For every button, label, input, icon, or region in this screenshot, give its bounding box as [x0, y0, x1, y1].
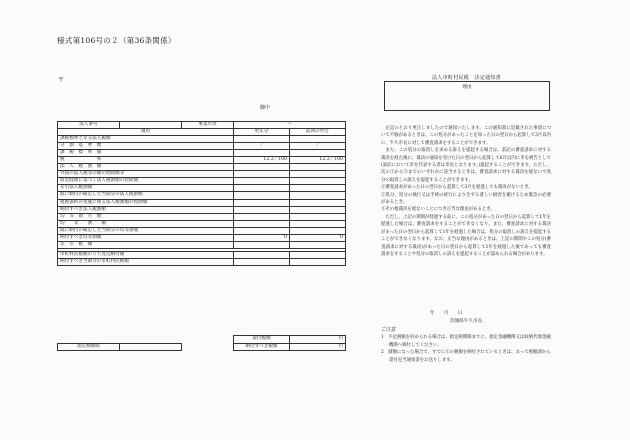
- row-after-value: [234, 164, 290, 171]
- table-row: [58, 192, 346, 199]
- row-after-value: [234, 227, 290, 234]
- row-label: 均 等 割 額: [58, 220, 234, 227]
- row-before-value: [290, 192, 346, 199]
- table-row: [58, 143, 346, 150]
- reason-label: 理由: [462, 85, 472, 90]
- col-before-header: 前回の申告: [290, 129, 346, 136]
- row-label: 租税条約の実施に係る法人税割額の控除額: [58, 199, 234, 206]
- table-row: [58, 206, 346, 213]
- row-label: 差引法人税割額: [58, 185, 234, 192]
- row-label: 税 率: [58, 157, 234, 164]
- postal-mark: 〒: [58, 77, 65, 84]
- caution-item: 1 不足税額を収められる場合は、指定納期限までに、指定金融機関又は収納代理金融機関へ納付してください。: [381, 335, 551, 348]
- table-row: [58, 157, 346, 164]
- row-before-value: 0: [290, 234, 346, 241]
- row-label: 市町村民税額のうち見込納付額: [58, 251, 234, 258]
- row-before-value: [290, 150, 346, 157]
- table-row: [58, 234, 346, 241]
- table-row: [58, 220, 346, 227]
- notice-item: ①審査請求があった日の翌日から起算して3月を経過しても裁決がないとき。: [381, 185, 533, 191]
- row-before-value: [290, 241, 346, 248]
- refund-unit: 円: [290, 336, 346, 344]
- row-before-value: [290, 171, 346, 178]
- deadline-label: 指定納期限: [58, 343, 120, 351]
- row-before-value: [290, 251, 346, 258]
- row-after-value: [234, 241, 290, 248]
- row-label: 既に納付の確定した当期分の均等割額: [58, 227, 234, 234]
- row-after-value: [234, 192, 290, 199]
- row-after-value: [234, 206, 290, 213]
- row-label: 外国の法人税等の額の控除額等: [58, 171, 234, 178]
- payable-unit: 円: [290, 343, 346, 351]
- row-after-value: 12.3／100: [234, 157, 290, 164]
- col-after-header: 更正分: [234, 129, 290, 136]
- row-after-value: [234, 150, 290, 157]
- summary-table: [57, 335, 346, 351]
- row-before-value: 12.3／100: [290, 157, 346, 164]
- row-before-value: ／: [290, 143, 346, 150]
- issue-date: 年 月 日: [430, 311, 463, 316]
- row-label: 課 税 標 準 額: [58, 150, 234, 157]
- row-label: 均 等 割 月 数: [58, 213, 234, 220]
- row-label: 納付すべき当期分の市町村民税額: [58, 258, 234, 265]
- payable-label: 納付すべき税額: [234, 343, 290, 351]
- table-row: [58, 171, 346, 178]
- table-row: [58, 258, 346, 265]
- table-row: [58, 227, 346, 234]
- row-after-value: [234, 178, 290, 185]
- notice-paragraph: 左記のとおり更正しましたので通知いたします。この通知書に記載された事項について不服があるときは、この処分があったことを知った日の翌日から起算して3月以内に、牛久市長に対して審査請求をすることができます。: [381, 126, 551, 146]
- table-row: [58, 199, 346, 206]
- row-label: 仮装経理に基づく法人税割額の控除額: [58, 178, 234, 185]
- refund-label: 還付税額: [234, 336, 290, 344]
- row-after-value: [234, 136, 290, 143]
- table-row: [58, 122, 346, 129]
- row-label: 差 引 税 額: [58, 241, 234, 248]
- row-before-value: [290, 164, 346, 171]
- notice-text: [381, 125, 551, 258]
- row-after-value: [234, 258, 290, 265]
- caution-title: ご注意: [381, 327, 397, 333]
- row-after-value: [234, 213, 290, 220]
- table-row: [58, 336, 346, 344]
- reason-box: [384, 81, 550, 111]
- table-row: [58, 185, 346, 192]
- notice-paragraph: また、この処分の取消しを求める訴えを提起する場合は、前記の審査請求に対する裁決を経た後に、裁決の通知を受けた日の翌日から起算して6月以内に市を被告として(訴訟において市を代表する者は市長となります。)提起することができます。ただし、次の①から③までのいずれかに該当するときは、審査請求に対する裁決を経ないで処分の取消しの訴えを提起することができます。: [381, 148, 551, 183]
- row-label: 納付すべき法人税割額: [58, 206, 234, 213]
- table-row: [58, 150, 346, 157]
- caution-item: 2 減額になった場合で、すでに①の税額を納付されているときは、おって税額課から還付充当通知書をお送りします。: [381, 350, 551, 363]
- table-row: [58, 343, 346, 351]
- corp-number-label: 法人番号: [58, 122, 120, 129]
- row-before-value: [290, 178, 346, 185]
- fiscal-year-value: 〜: [234, 122, 346, 129]
- row-before-value: [290, 213, 346, 220]
- table-row: [58, 164, 346, 171]
- row-before-value: [290, 258, 346, 265]
- row-before-value: [290, 220, 346, 227]
- row-after-value: [234, 251, 290, 258]
- table-row: [58, 241, 346, 248]
- row-before-value: [290, 199, 346, 206]
- row-before-value: [290, 185, 346, 192]
- addressee-suffix: 御中: [260, 105, 271, 111]
- notice-item: ③その他裁決を経ないことにつき正当な理由があるとき。: [381, 207, 495, 213]
- form-number: 様式第106号の２（第36条関係）: [57, 36, 176, 45]
- row-label: 課税標準となる法人税額: [58, 136, 234, 143]
- issuer-name: 茨城県牛久市長: [450, 319, 483, 324]
- corp-number-value: [120, 122, 182, 129]
- row-label: 分 割 基 準 数: [58, 143, 234, 150]
- deadline-value: [120, 343, 182, 351]
- row-before-value: [290, 136, 346, 143]
- row-before-value: [290, 206, 346, 213]
- caution-list: [381, 334, 551, 364]
- table-row: [58, 251, 346, 258]
- row-after-value: [234, 185, 290, 192]
- row-after-value: [234, 171, 290, 178]
- row-after-value: [234, 199, 290, 206]
- tax-calculation-table: [57, 121, 346, 266]
- table-row: [58, 213, 346, 220]
- row-after-value: ／: [234, 143, 290, 150]
- row-label: 既に納付の確定した当期分の法人税割額: [58, 192, 234, 199]
- fiscal-year-label: 事業年度: [182, 122, 234, 129]
- row-after-value: [234, 220, 290, 227]
- row-label: 法 人 税 割 額: [58, 164, 234, 171]
- notice-paragraph: ただし、上記の期間が経過する前に、この処分があった日の翌日から起算して1年を経過した場合は、審査請求をすることができなくなり、また、審査請求に対する裁決があった日の翌日から起算して1年を経過した場合は、処分の取消しの訴えを提起することができなくなります。なお、正当な理由があるときは、上記の期間やこの処分(審査請求に対する裁決)があった日の翌日から起算して1年を経過した後であっても審査請求をすることや処分の取消しの訴えを提起することが認められる場合があります。: [381, 214, 551, 257]
- row-label: 納付すべき均等割額: [58, 234, 234, 241]
- row-before-value: [290, 227, 346, 234]
- table-row: [58, 178, 346, 185]
- table-header-row: [58, 129, 346, 136]
- row-after-value: 0: [234, 234, 290, 241]
- table-row: [58, 136, 346, 143]
- col-item-header: 適用: [58, 129, 234, 136]
- notice-item: ②処分、処分の執行又は手続の続行により生ずる著しい損害を避けるため緊急の必要があるとき。: [381, 192, 551, 206]
- notice-title: 法人市町村民税 決定通知書: [432, 75, 501, 81]
